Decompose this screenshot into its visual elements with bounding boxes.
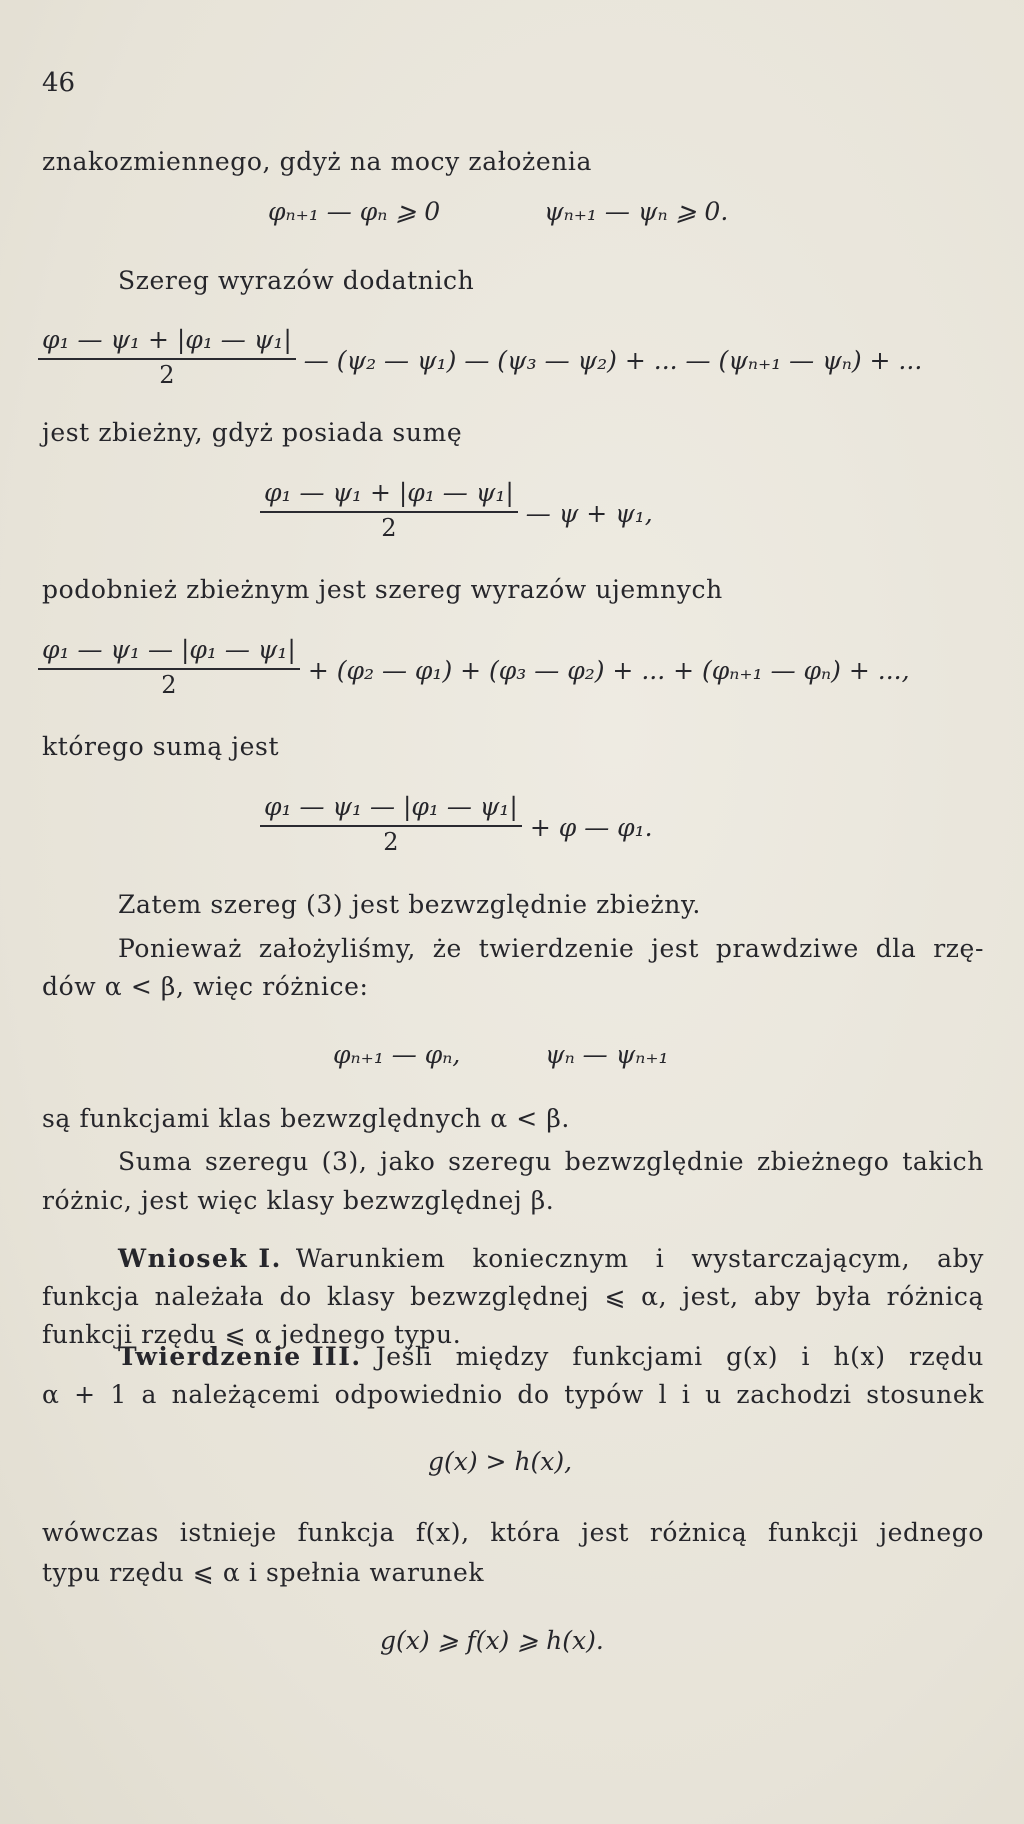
theorem-heading: Twierdzenie III. — [118, 1342, 362, 1371]
fraction-numerator: φ₁ — ψ₁ + |φ₁ — ψ₁| — [264, 478, 514, 507]
fraction-denominator: 2 — [159, 360, 175, 389]
inequality-phi: φₙ₊₁ — φₙ ⩾ 0 — [268, 197, 441, 226]
sum-formula-positive — [260, 478, 653, 543]
series-terms: + (φ₂ — φ₁) + (φ₃ — φ₂) + ... + (φₙ₊₁ — φₙ) + ..., — [307, 655, 910, 685]
fraction-numerator: φ₁ — ψ₁ + |φ₁ — ψ₁| — [42, 325, 292, 354]
inequality-psi: ψₙ₊₁ — ψₙ ⩾ 0. — [544, 197, 729, 226]
difference-psi: ψₙ — ψₙ₊₁ — [545, 1040, 669, 1069]
page-number: 46 — [42, 68, 76, 98]
text-line: jest zbieżny, gdyż posiada sumę — [42, 418, 463, 447]
sum-formula-negative — [260, 792, 653, 857]
text-line: wówczas istnieje funkcja f(x), która jest różnicą funkcji jednego — [42, 1518, 984, 1547]
fraction-numerator: φ₁ — ψ₁ — |φ₁ — ψ₁| — [42, 635, 296, 664]
text-line: typu rzędu ⩽ α i spełnia warunek — [42, 1558, 485, 1587]
difference-phi: φₙ₊₁ — φₙ, — [333, 1040, 461, 1069]
series-positive-formula — [38, 325, 922, 390]
text-line: funkcji rzędu ⩽ α jednego typu. — [42, 1320, 462, 1349]
text-line: różnic, jest więc klasy bezwzględnej β. — [42, 1186, 555, 1215]
corollary-heading: Wniosek I. — [118, 1244, 282, 1273]
fraction-numerator: φ₁ — ψ₁ — |φ₁ — ψ₁| — [264, 792, 518, 821]
sum-terms: + φ — φ₁. — [529, 812, 653, 842]
theorem-line — [118, 1342, 984, 1372]
text-line: którego sumą jest — [42, 732, 280, 761]
text-line: Szereg wyrazów dodatnich — [118, 266, 475, 295]
corollary-line — [118, 1244, 984, 1274]
series-negative-formula — [38, 635, 910, 700]
fraction-denominator: 2 — [381, 513, 397, 542]
text-line: są funkcjami klas bezwzględnych α < β. — [42, 1104, 570, 1133]
sum-terms: — ψ + ψ₁, — [525, 498, 653, 528]
text-line: Zatem szereg (3) jest bezwzględnie zbieżny. — [118, 890, 701, 919]
inequality-chain: g(x) ⩾ f(x) ⩾ h(x). — [380, 1626, 604, 1655]
fraction-denominator: 2 — [161, 670, 177, 699]
text-line: podobnież zbieżnym jest szereg wyrazów ujemnych — [42, 575, 723, 604]
text-line: Ponieważ założyliśmy, że twierdzenie jest prawdziwe dla rzę- — [118, 934, 984, 963]
text-line: znakozmiennego, gdyż na mocy założenia — [42, 147, 593, 176]
theorem-text: Jeśli między funkcjami g(x) i h(x) rzędu — [375, 1342, 984, 1371]
corollary-text: Warunkiem koniecznym i wystarczającym, aby — [295, 1244, 984, 1273]
fraction-denominator: 2 — [383, 827, 399, 856]
series-terms: — (ψ₂ — ψ₁) — (ψ₃ — ψ₂) + ... — (ψₙ₊₁ — ψₙ) + ... — [303, 345, 923, 375]
text-line: α + 1 a należącemi odpowiednio do typów l i u zachodzi stosunek — [42, 1380, 984, 1409]
text-line: funkcja należała do klasy bezwzględnej ⩽ α, jest, aby była różnicą — [42, 1282, 984, 1311]
relation-formula: g(x) > h(x), — [428, 1447, 573, 1476]
text-line: Suma szeregu (3), jako szeregu bezwzględnie zbieżnego takich — [118, 1147, 984, 1176]
text-line: dów α < β, więc różnice: — [42, 972, 369, 1001]
